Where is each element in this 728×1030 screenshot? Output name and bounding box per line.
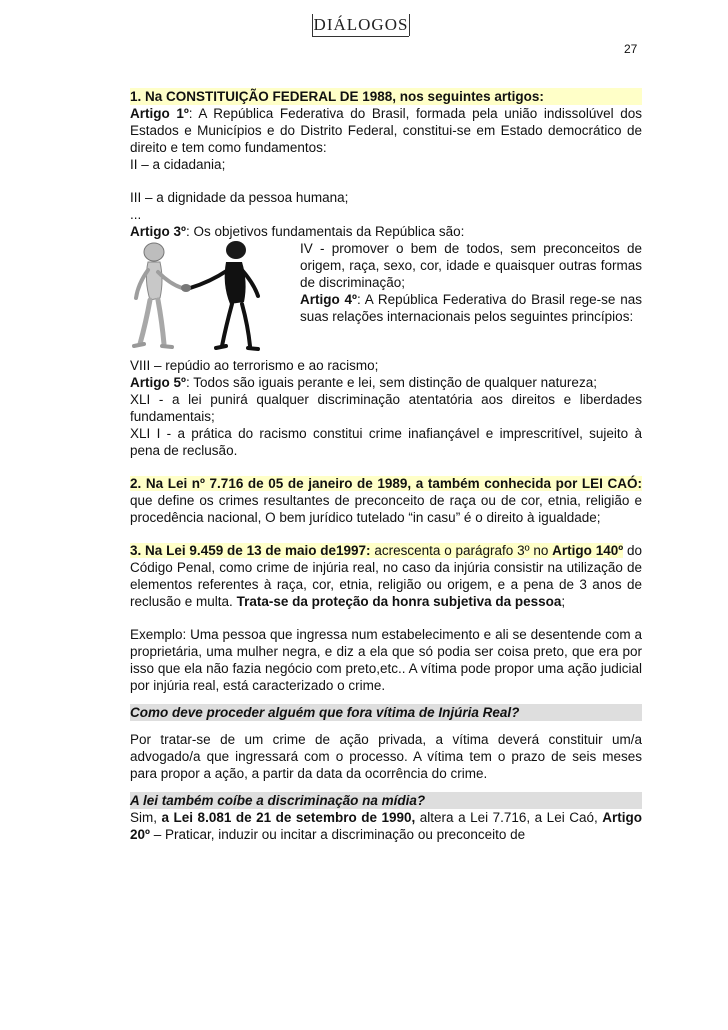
answer-2-end: – Praticar, induzir ou incitar a discriminação ou preconceito de bbox=[149, 827, 526, 842]
answer-2-mid: altera a Lei 7.716, a Lei Caó, bbox=[415, 810, 603, 825]
artigo-1-label: Artigo 1º bbox=[130, 106, 189, 121]
section-1-heading: 1. Na CONSTITUIÇÃO FEDERAL DE 1988, nos seguintes artigos: bbox=[130, 88, 642, 105]
artigo-5-label: Artigo 5º bbox=[130, 375, 186, 390]
question-1: Como deve proceder alguém que fora vítima de Injúria Real? bbox=[130, 704, 642, 721]
item-xli: XLI - a lei punirá qualquer discriminação atentatória aos direitos e liberdades fundamentais; bbox=[130, 392, 642, 424]
answer-2-start: Sim, bbox=[130, 810, 162, 825]
artigo-4-paragraph bbox=[300, 291, 642, 325]
section-2-heading: 2. Na Lei nº 7.716 de 05 de janeiro de 1989, a também conhecida por LEI CAÓ: bbox=[130, 476, 642, 491]
page-number: 27 bbox=[624, 42, 638, 56]
artigo-5-paragraph bbox=[130, 374, 642, 391]
section-3-heading: 3. Na Lei 9.459 de 13 de maio de1997: bbox=[130, 543, 371, 558]
gray-figure-icon bbox=[134, 243, 182, 347]
section-2-paragraph bbox=[130, 475, 642, 526]
handshake-icon bbox=[181, 284, 191, 292]
item-ii: II – a cidadania; bbox=[130, 157, 226, 172]
question-2: A lei também coíbe a discriminação na mídia? bbox=[130, 792, 642, 809]
section-3-bold: Trata-se da proteção da honra subjetiva da pessoa bbox=[236, 594, 562, 609]
section-3-end: ; bbox=[561, 594, 566, 609]
artigo-4-label: Artigo 4º bbox=[300, 292, 357, 307]
black-figure-icon bbox=[190, 241, 258, 349]
ellipsis: ... bbox=[130, 207, 142, 222]
item-iii: III – a dignidade da pessoa humana; bbox=[130, 190, 349, 205]
section-3-paragraph bbox=[130, 542, 642, 610]
page-content bbox=[130, 88, 642, 843]
item-xlii: XLI I - a prática do racismo constitui crime inafiançável e imprescritível, sujeito à pena de reclusão. bbox=[130, 426, 642, 458]
artigo-3-paragraph bbox=[130, 223, 642, 240]
example-paragraph: Exemplo: Uma pessoa que ingressa num estabelecimento e ali se desentende com a proprietária, uma mulher negra, e diz a ela que só podia ser coisa preto, que era por isso que ela não fazia negócio com preto,etc.. A vítima pode propor uma ação judicial por injúria real, está caracterizado o crime. bbox=[130, 627, 642, 693]
figure-row bbox=[130, 240, 642, 357]
section-3-text-1: acrescenta o parágrafo 3º no bbox=[370, 543, 553, 558]
answer-1: Por tratar-se de um crime de ação privada, a vítima deverá constituir um/a advogado/a que ingressará com o processo. A vítima tem o prazo de seis meses para propor a ação, a partir da data da ocorrência do crime. bbox=[130, 732, 642, 781]
artigo-3-text: : Os objetivos fundamentais da República são: bbox=[185, 224, 465, 239]
section-3-art-label: Artigo 140º bbox=[552, 543, 624, 558]
answer-2-bold-1: a Lei 8.081 de 21 de setembro de 1990, bbox=[161, 810, 416, 825]
header-logo: DIÁLOGOS bbox=[312, 14, 409, 37]
section-2-text: que define os crimes resultantes de preconceito de raça ou de cor, etnia, religião e procedência nacional, O bem jurídico tutelado “in casu” é o direito à igualdade; bbox=[130, 493, 642, 525]
artigo-5-text: : Todos são iguais perante e lei, sem distinção de qualquer natureza; bbox=[185, 375, 597, 390]
answer-2 bbox=[130, 809, 642, 843]
figure-side-text bbox=[300, 240, 642, 325]
answer-2-bold-2: Artigo 20º bbox=[130, 810, 642, 842]
item-viii: VIII – repúdio ao terrorismo e ao racismo; bbox=[130, 358, 379, 373]
artigo-1-text: : A República Federativa do Brasil, formada pela união indissolúvel dos Estados e Municípios e do Distrito Federal, constitui-se em Estado democrático de direito e tem como fundamentos: bbox=[130, 106, 642, 155]
artigo-1-paragraph bbox=[130, 105, 642, 156]
handshake-illustration bbox=[130, 240, 280, 357]
item-iv: IV - promover o bem de todos, sem preconceitos de origem, raça, sexo, cor, idade e quaisquer outras formas de discriminação; bbox=[300, 241, 642, 290]
section-3-text-2: do Código Penal, como crime de injúria real, no caso da injúria consistir na utilização de elementos referentes à raça, cor, etnia, religião ou origem, e a pena de 3 anos de reclusão e multa. bbox=[130, 543, 642, 609]
artigo-4-text: : A República Federativa do Brasil rege-se nas suas relações internacionais pelos seguintes princípios: bbox=[300, 292, 642, 324]
artigo-3-label: Artigo 3º bbox=[130, 224, 186, 239]
